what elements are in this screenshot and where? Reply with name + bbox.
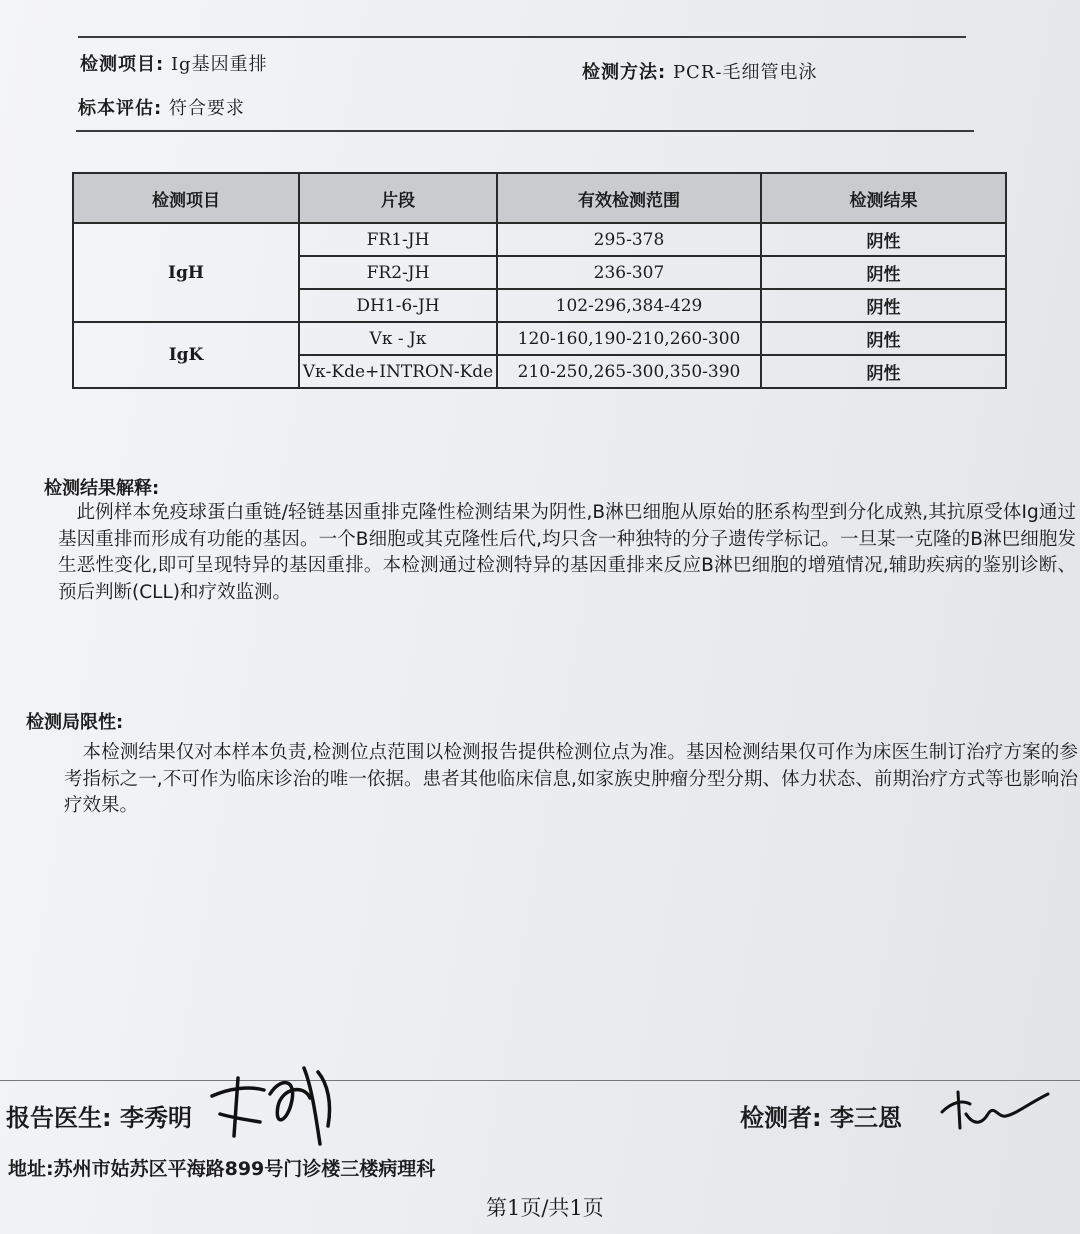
report-doctor-name: 李秀明 xyxy=(119,1104,192,1132)
interpretation-title: 检测结果解释: xyxy=(44,478,160,499)
page-number: 第1页/共1页 xyxy=(486,1196,604,1220)
results-table xyxy=(72,172,1007,389)
table-row xyxy=(73,322,1006,355)
signature-rule xyxy=(0,1080,1080,1081)
interpretation-text: 此例样本免疫球蛋白重链/轻链基因重排克隆性检测结果为阴性,B淋巴细胞从原始的胚系构型到分化成熟,其抗原受体Ig通过基因重排而形成有功能的基因。一个B细胞或其克隆性后代,均只含一种独特的分子遗传学标记。一旦某一克隆的B淋巴细胞发生恶性变化,即可呈现特异的基因重排。本检测通过检测特异的基因重排来反应B淋巴细胞的增殖情况,辅助疾病的鉴别诊断、预后判断(CLL)和疗效监测。 xyxy=(58,502,1076,603)
segment-cell: Vκ - Jκ xyxy=(299,322,497,355)
table-row xyxy=(73,223,1006,256)
sample-assessment-value: 符合要求 xyxy=(168,98,245,119)
range-cell: 295-378 xyxy=(497,223,761,256)
limitations-title: 检测局限性: xyxy=(26,712,124,733)
segment-cell: FR2-JH xyxy=(299,256,497,289)
tester xyxy=(740,1098,902,1133)
result-cell: 阴性 xyxy=(761,289,1006,322)
report-doctor-label: 报告医生: xyxy=(6,1104,112,1132)
header-result: 检测结果 xyxy=(761,173,1006,223)
tester-label: 检测者: xyxy=(740,1104,822,1132)
test-method-value: PCR-毛细管电泳 xyxy=(672,62,818,83)
header-bottom-rule xyxy=(76,130,974,132)
test-method xyxy=(582,58,817,84)
range-cell: 120-160,190-210,260-300 xyxy=(497,322,761,355)
header-segment: 片段 xyxy=(299,173,497,223)
sample-assessment-label: 标本评估: xyxy=(78,98,163,119)
table-header-row xyxy=(73,173,1006,223)
segment-cell: FR1-JH xyxy=(299,223,497,256)
range-cell: 236-307 xyxy=(497,256,761,289)
test-item xyxy=(80,50,268,76)
report-doctor xyxy=(6,1098,192,1133)
segment-cell: Vκ-Kde+INTRON-Kde xyxy=(299,355,497,388)
result-cell: 阴性 xyxy=(761,322,1006,355)
test-item-label: 检测项目: xyxy=(80,54,165,75)
segment-cell: DH1-6-JH xyxy=(299,289,497,322)
tester-signature xyxy=(936,1074,1056,1144)
result-cell: 阴性 xyxy=(761,256,1006,289)
doctor-signature xyxy=(200,1048,350,1158)
range-cell: 102-296,384-429 xyxy=(497,289,761,322)
result-cell: 阴性 xyxy=(761,223,1006,256)
group-igk: IgK xyxy=(73,322,299,388)
test-item-value: Ig基因重排 xyxy=(170,54,268,75)
sample-assessment xyxy=(78,94,245,120)
address: 地址:苏州市姑苏区平海路899号门诊楼三楼病理科 xyxy=(8,1158,436,1180)
tester-name: 李三恩 xyxy=(829,1104,902,1132)
group-igh: IgH xyxy=(73,223,299,322)
header-test-item: 检测项目 xyxy=(73,173,299,223)
range-cell: 210-250,265-300,350-390 xyxy=(497,355,761,388)
top-rule xyxy=(78,36,966,38)
limitations-text: 本检测结果仅对本样本负责,检测位点范围以检测报告提供检测位点为准。基因检测结果仅可作为床医生制订治疗方案的参考指标之一,不可作为临床诊治的唯一依据。患者其他临床信息,如家族史肿瘤分型分期、体力状态、前期治疗方式等也影响治疗效果。 xyxy=(64,742,1078,816)
test-method-label: 检测方法: xyxy=(582,62,667,83)
result-cell: 阴性 xyxy=(761,355,1006,388)
header-range: 有效检测范围 xyxy=(497,173,761,223)
